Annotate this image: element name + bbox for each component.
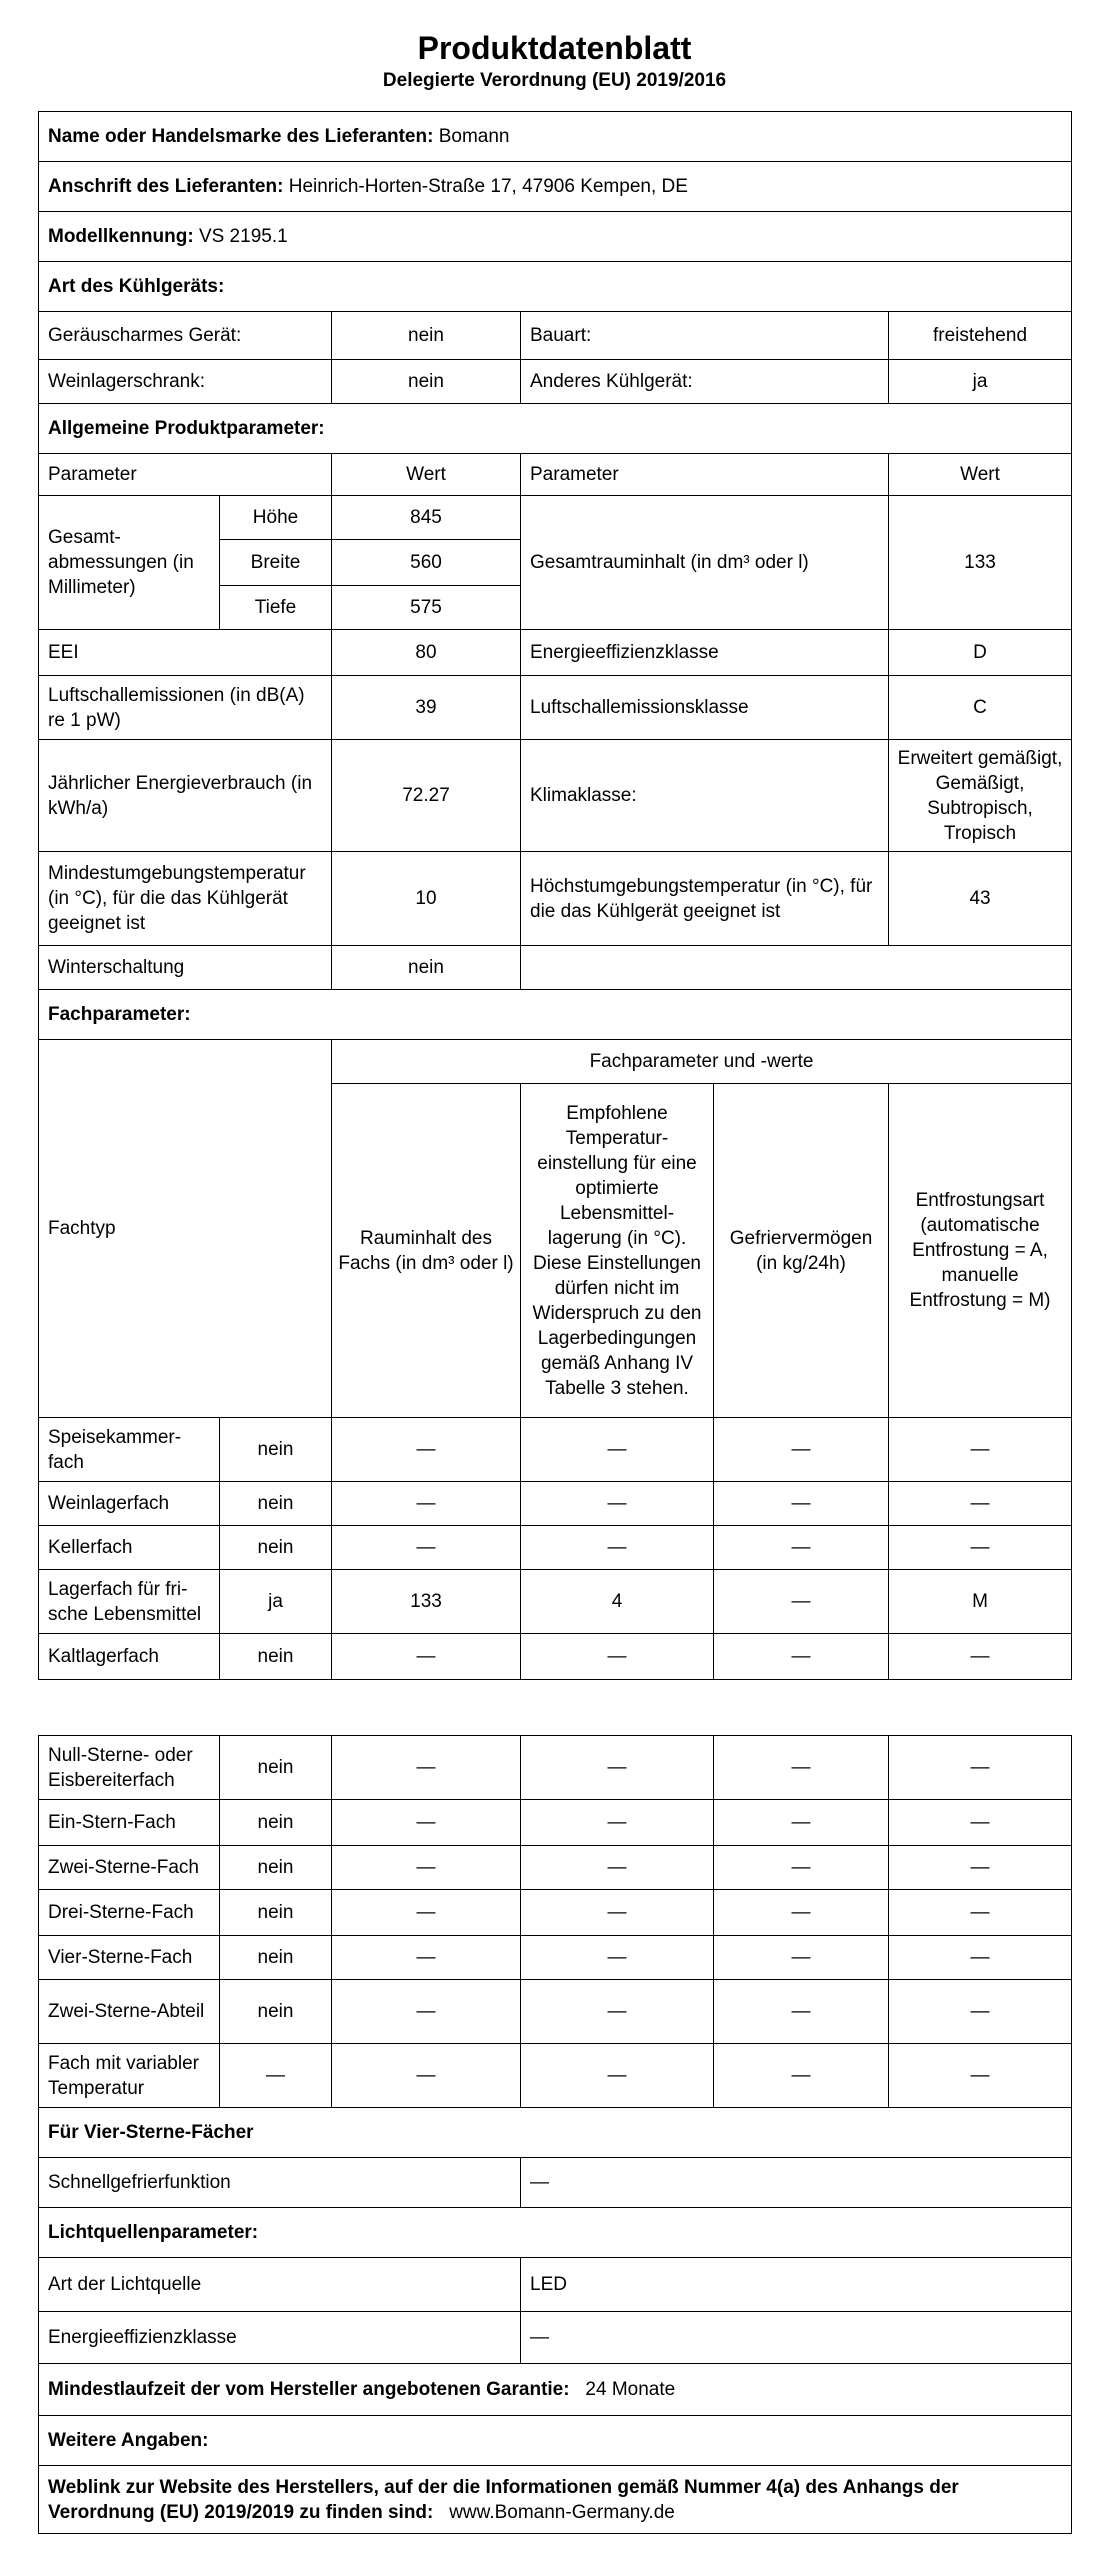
table-row xyxy=(39,1800,1072,1846)
energy-row xyxy=(39,740,1072,852)
compartment-temp: — xyxy=(521,1980,714,2044)
compartment-volume: — xyxy=(332,1526,521,1570)
compartment-defrost: — xyxy=(889,2044,1072,2108)
max-temp-value: 43 xyxy=(889,852,1072,946)
light-type-row xyxy=(39,2258,1072,2312)
depth-label: Tiefe xyxy=(220,586,332,630)
winter-row xyxy=(39,946,1072,990)
compartment-temp: — xyxy=(521,1634,714,1680)
type-row-2 xyxy=(39,360,1072,404)
compartment-temp: — xyxy=(521,1418,714,1482)
design-label: Bauart: xyxy=(521,312,889,360)
wine-cabinet-label: Weinlagerschrank: xyxy=(39,360,332,404)
design-value: freistehend xyxy=(889,312,1072,360)
depth-value: 575 xyxy=(332,586,521,630)
compartment-defrost: — xyxy=(889,1846,1072,1890)
compartment-freeze: — xyxy=(714,2044,889,2108)
compartment-volume: — xyxy=(332,1418,521,1482)
energy-class-label: Energieeffizienzklasse xyxy=(521,630,889,676)
compartment-freeze: — xyxy=(714,1936,889,1980)
model-label: Modellkennung: xyxy=(48,226,194,247)
compartment-freeze: — xyxy=(714,1846,889,1890)
type-row-1 xyxy=(39,312,1072,360)
compartment-volume: — xyxy=(332,1980,521,2044)
compartment-volume: 133 xyxy=(332,1570,521,1634)
compartments-group-row xyxy=(39,1040,1072,1084)
compartment-temp: — xyxy=(521,1800,714,1846)
compartment-name: Speisekammer-fach xyxy=(39,1418,220,1482)
more-heading: Weitere Angaben: xyxy=(39,2416,1072,2466)
model-value: VS 2195.1 xyxy=(198,226,288,247)
param-header-2: Parameter xyxy=(521,454,889,496)
table-row xyxy=(39,1570,1072,1634)
compartment-present: — xyxy=(220,2044,332,2108)
temp-row xyxy=(39,852,1072,946)
supplier-address-value: Heinrich-Horten-Straße 17, 47906 Kempen, DE xyxy=(288,176,688,197)
type-heading: Art des Kühlgeräts: xyxy=(39,262,1072,312)
other-appliance-label: Anderes Kühlgerät: xyxy=(521,360,889,404)
table-row xyxy=(39,1980,1072,2044)
supplier-address-row xyxy=(39,162,1072,212)
compartment-present: nein xyxy=(220,1526,332,1570)
compartment-name: Null-Sterne- oder Eisbereiterfach xyxy=(39,1736,220,1800)
compartment-temp: — xyxy=(521,1890,714,1936)
light-heading-row xyxy=(39,2208,1072,2258)
compartment-freeze: — xyxy=(714,1634,889,1680)
general-heading: Allgemeine Produktparameter: xyxy=(39,404,1072,454)
value-header-2: Wert xyxy=(889,454,1072,496)
compartment-name: Drei-Sterne-Fach xyxy=(39,1890,220,1936)
compartment-volume: — xyxy=(332,1846,521,1890)
main-table xyxy=(38,111,1072,1680)
compartments-heading: Fachparameter: xyxy=(39,990,1072,1040)
compartment-defrost: — xyxy=(889,1736,1072,1800)
compartment-present: nein xyxy=(220,1936,332,1980)
dims-label: Gesamt-abmessungen (in Millimeter) xyxy=(39,496,220,630)
low-noise-value: nein xyxy=(332,312,521,360)
compartment-present: nein xyxy=(220,1980,332,2044)
eei-value: 80 xyxy=(332,630,521,676)
table-row xyxy=(39,1418,1072,1482)
supplier-name-value: Bomann xyxy=(438,126,510,147)
climate-class-label: Klimaklasse: xyxy=(521,740,889,852)
compartment-freeze: — xyxy=(714,1526,889,1570)
compartment-defrost: — xyxy=(889,1634,1072,1680)
compartment-volume: — xyxy=(332,1890,521,1936)
noise-class-value: C xyxy=(889,676,1072,740)
compartment-defrost: — xyxy=(889,1980,1072,2044)
eei-row xyxy=(39,630,1072,676)
compartment-defrost: — xyxy=(889,1800,1072,1846)
compartment-volume: — xyxy=(332,2044,521,2108)
compartment-group-header: Fachparameter und -werte xyxy=(332,1040,1072,1084)
table-row xyxy=(39,1846,1072,1890)
width-value: 560 xyxy=(332,540,521,586)
compartment-present: nein xyxy=(220,1846,332,1890)
general-header-row xyxy=(39,454,1072,496)
compartment-volume: — xyxy=(332,1936,521,1980)
compartment-temp: — xyxy=(521,2044,714,2108)
climate-class-value: Erweitert gemäßigt, Gemäßigt, Subtropisch, Tropisch xyxy=(889,740,1072,852)
four-star-heading: Für Vier-Sterne-Fächer xyxy=(39,2108,1072,2158)
max-temp-label: Höchstumgebungstemperatur (in °C), für die das Kühlgerät geeignet ist xyxy=(521,852,889,946)
noise-label: Luftschallemissionen (in dB(A) re 1 pW) xyxy=(39,676,332,740)
compartment-defrost: — xyxy=(889,1526,1072,1570)
compartment-present: nein xyxy=(220,1890,332,1936)
compartment-freeze: — xyxy=(714,1890,889,1936)
light-heading: Lichtquellenparameter: xyxy=(39,2208,1072,2258)
dims-row-height xyxy=(39,496,1072,540)
compartment-name: Ein-Stern-Fach xyxy=(39,1800,220,1846)
volume-value: 133 xyxy=(889,496,1072,630)
compartment-name: Fach mit variabler Temperatur xyxy=(39,2044,220,2108)
value-header: Wert xyxy=(332,454,521,496)
table-row xyxy=(39,2044,1072,2108)
compartment-temp: — xyxy=(521,1936,714,1980)
noise-class-label: Luftschallemissionsklasse xyxy=(521,676,889,740)
compartment-temp: — xyxy=(521,1526,714,1570)
table-row xyxy=(39,1890,1072,1936)
table-row xyxy=(39,1936,1072,1980)
winter-label: Winterschaltung xyxy=(39,946,332,990)
compartment-name: Kellerfach xyxy=(39,1526,220,1570)
compartment-temp: — xyxy=(521,1482,714,1526)
supplier-name-label: Name oder Handelsmarke des Lieferanten: xyxy=(48,126,434,147)
warranty-value: 24 Monate xyxy=(585,2379,676,2400)
compartment-freeze: — xyxy=(714,1800,889,1846)
col-temp-header: Empfohlene Temperatur-einstellung für eine optimierte Lebensmittel-lagerung (in °C). Diese Einstellungen dürfen nicht im Widerspruch zu den Lagerbedingungen gemäß Anhang IV Tabelle 3 stehen. xyxy=(521,1084,714,1418)
compartment-name: Lagerfach für fri-sche Lebensmittel xyxy=(39,1570,220,1634)
light-eclass-value: — xyxy=(521,2312,1072,2364)
compartment-temp: — xyxy=(521,1846,714,1890)
noise-value: 39 xyxy=(332,676,521,740)
min-temp-value: 10 xyxy=(332,852,521,946)
param-header: Parameter xyxy=(39,454,332,496)
compartment-defrost: — xyxy=(889,1482,1072,1526)
energy-class-value: D xyxy=(889,630,1072,676)
compartment-present: nein xyxy=(220,1634,332,1680)
min-temp-label: Mindestumgebungstemperatur (in °C), für die das Kühlgerät geeignet ist xyxy=(39,852,332,946)
light-type-label: Art der Lichtquelle xyxy=(39,2258,521,2312)
width-label: Breite xyxy=(220,540,332,586)
height-label: Höhe xyxy=(220,496,332,540)
table-row xyxy=(39,1482,1072,1526)
general-heading-row xyxy=(39,404,1072,454)
compartment-volume: — xyxy=(332,1800,521,1846)
compartment-volume: — xyxy=(332,1634,521,1680)
compartment-name: Zwei-Sterne-Abteil xyxy=(39,1980,220,2044)
more-heading-row xyxy=(39,2416,1072,2466)
compartment-freeze: — xyxy=(714,1482,889,1526)
supplier-name-row xyxy=(39,112,1072,162)
compartment-present: nein xyxy=(220,1482,332,1526)
compartment-present: ja xyxy=(220,1570,332,1634)
compartment-name: Vier-Sterne-Fach xyxy=(39,1936,220,1980)
four-star-heading-row xyxy=(39,2108,1072,2158)
compartment-freeze: — xyxy=(714,1418,889,1482)
compartment-present: nein xyxy=(220,1800,332,1846)
type-heading-row xyxy=(39,262,1072,312)
other-appliance-value: ja xyxy=(889,360,1072,404)
compartment-name: Weinlagerfach xyxy=(39,1482,220,1526)
weblink-value[interactable]: www.Bomann-Germany.de xyxy=(449,2501,675,2523)
col-freeze-header: Gefriervermögen (in kg/24h) xyxy=(714,1084,889,1418)
model-row xyxy=(39,212,1072,262)
secondary-table xyxy=(38,1735,1072,2534)
header xyxy=(0,0,1109,94)
volume-label: Gesamtrauminhalt (in dm³ oder l) xyxy=(521,496,889,630)
col-volume-header: Rauminhalt des Fachs (in dm³ oder l) xyxy=(332,1084,521,1418)
low-noise-label: Geräuscharmes Gerät: xyxy=(39,312,332,360)
table-row xyxy=(39,1634,1072,1680)
eei-label: EEI xyxy=(39,630,332,676)
wine-cabinet-value: nein xyxy=(332,360,521,404)
compartments-heading-row xyxy=(39,990,1072,1040)
compartment-temp: 4 xyxy=(521,1570,714,1634)
compartment-freeze: — xyxy=(714,1736,889,1800)
warranty-row xyxy=(39,2364,1072,2416)
weblink-row xyxy=(39,2466,1072,2534)
compartment-defrost: M xyxy=(889,1570,1072,1634)
compartment-name: Kaltlagerfach xyxy=(39,1634,220,1680)
compartment-volume: — xyxy=(332,1482,521,1526)
col-defrost-header: Entfrostungsart (automatische Entfrostung = A, manuelle Entfrostung = M) xyxy=(889,1084,1072,1418)
winter-value: nein xyxy=(332,946,521,990)
light-eclass-row xyxy=(39,2312,1072,2364)
compartment-present: nein xyxy=(220,1736,332,1800)
quick-freeze-label: Schnellgefrierfunktion xyxy=(39,2158,521,2208)
warranty-label: Mindestlaufzeit der vom Hersteller angebotenen Garantie: xyxy=(48,2379,570,2400)
page-subtitle: Delegierte Verordnung (EU) 2019/2016 xyxy=(382,70,727,91)
noise-row xyxy=(39,676,1072,740)
compartment-freeze: — xyxy=(714,1570,889,1634)
weblink-label: Weblink zur Website des Herstellers, auf der die Informationen gemäß Nummer 4(a) des Anhangs der Verordnung (EU) 2019/2019 zu finden sind: xyxy=(48,2476,959,2523)
energy-consumption-label: Jährlicher Energieverbrauch (in kWh/a) xyxy=(39,740,332,852)
compartment-defrost: — xyxy=(889,1890,1072,1936)
quick-freeze-value: — xyxy=(521,2158,1072,2208)
supplier-address-label: Anschrift des Lieferanten: xyxy=(48,176,284,197)
compartment-temp: — xyxy=(521,1736,714,1800)
compartment-defrost: — xyxy=(889,1418,1072,1482)
table-row xyxy=(39,1526,1072,1570)
compartment-defrost: — xyxy=(889,1936,1072,1980)
page-title: Produktdatenblatt xyxy=(417,30,692,66)
compartment-volume: — xyxy=(332,1736,521,1800)
light-type-value: LED xyxy=(521,2258,1072,2312)
compartment-name: Zwei-Sterne-Fach xyxy=(39,1846,220,1890)
compartment-type-header: Fachtyp xyxy=(39,1040,332,1418)
quick-freeze-row xyxy=(39,2158,1072,2208)
energy-consumption-value: 72.27 xyxy=(332,740,521,852)
compartment-present: nein xyxy=(220,1418,332,1482)
height-value: 845 xyxy=(332,496,521,540)
light-eclass-label: Energieeffizienzklasse xyxy=(39,2312,521,2364)
table-row xyxy=(39,1736,1072,1800)
compartment-freeze: — xyxy=(714,1980,889,2044)
